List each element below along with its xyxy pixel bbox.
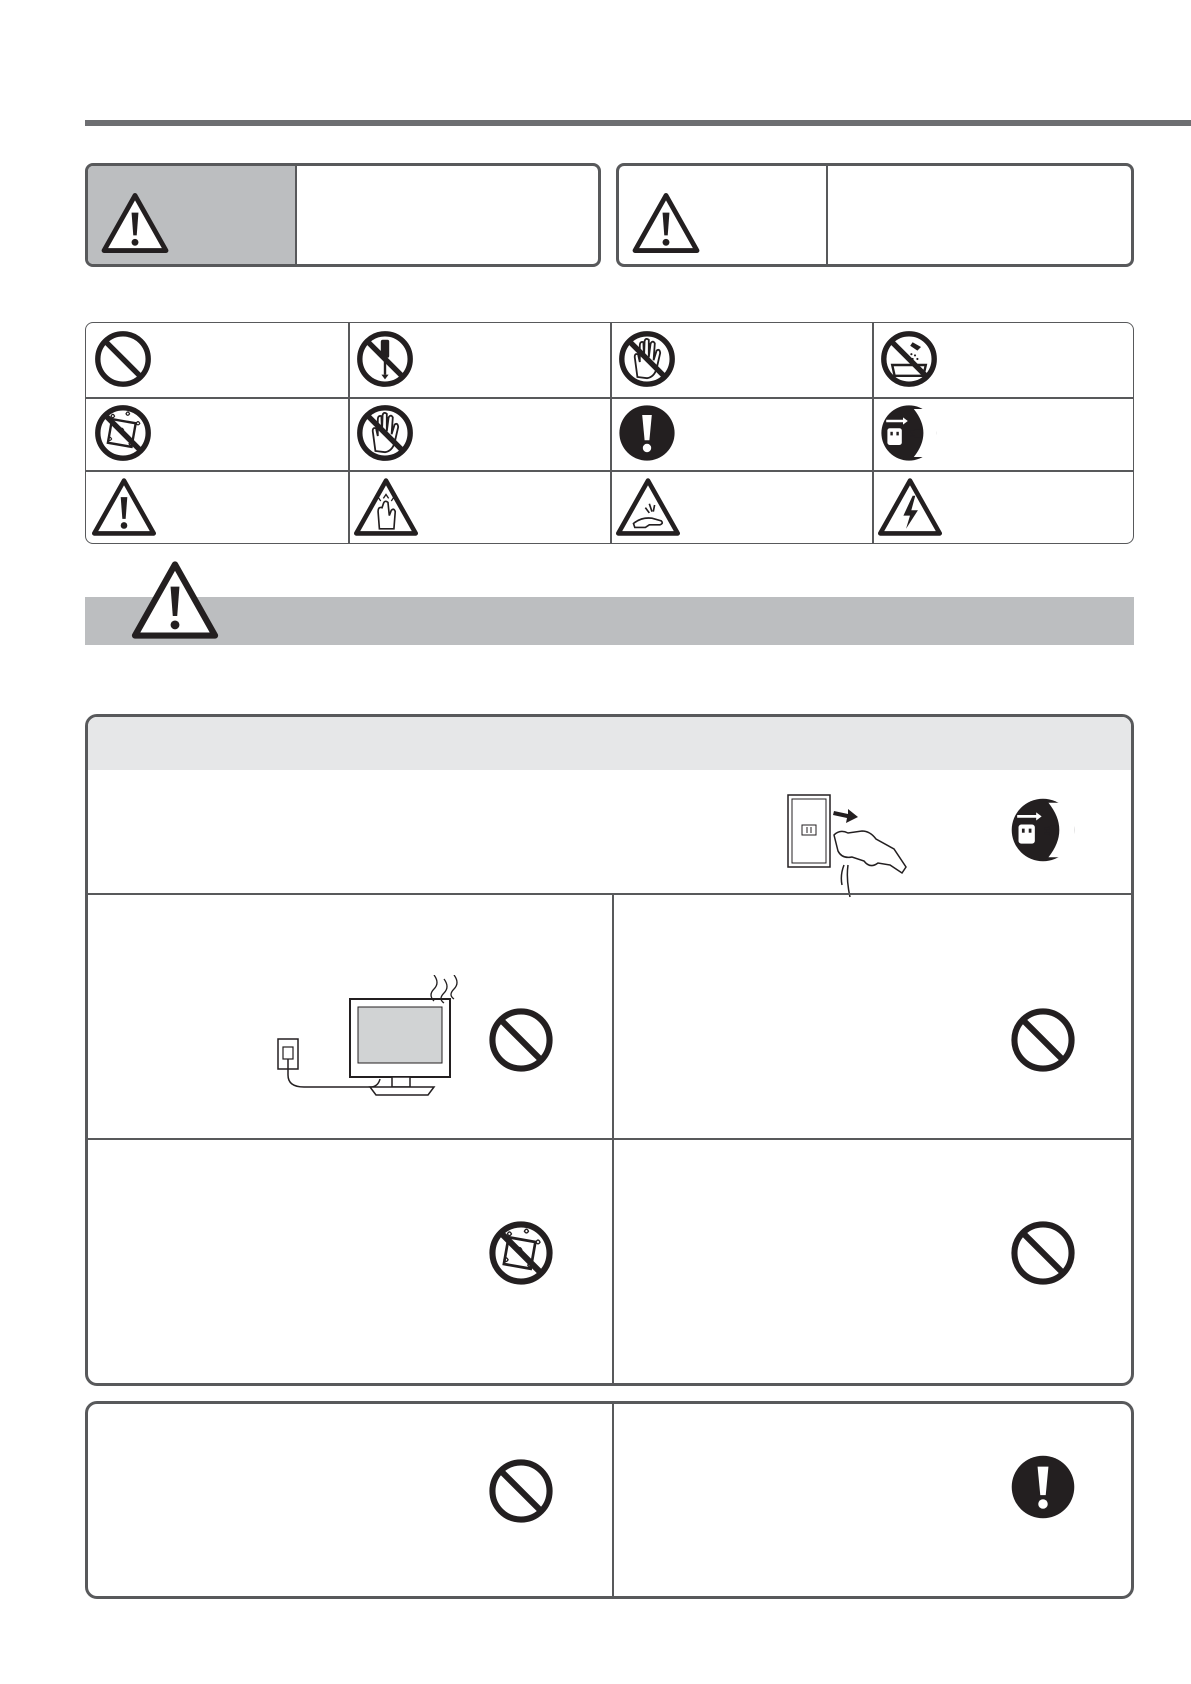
grid-divider (348, 323, 350, 543)
prohibited-icon (487, 1457, 555, 1525)
panel-header (88, 717, 1131, 770)
no-touch-icon (617, 329, 677, 389)
legend-divider (826, 166, 828, 264)
no-water-icon (93, 403, 153, 463)
warning-icon (100, 192, 170, 254)
no-water-icon (487, 1219, 555, 1287)
prohibited-icon (1009, 1219, 1077, 1287)
finger-pinch-caution-icon (353, 477, 419, 537)
warning-icon (631, 192, 701, 254)
column-divider (612, 1404, 614, 1599)
no-bathroom-icon (879, 329, 939, 389)
no-wet-hands-icon (355, 403, 415, 463)
smoking-monitor-illustration (274, 975, 474, 1103)
legend-warning-box (85, 163, 601, 267)
warning-panel (85, 714, 1134, 1386)
column-divider (612, 893, 614, 1386)
prohibited-icon (1009, 1006, 1077, 1074)
legend-caution-box (616, 163, 1134, 267)
warning-icon (130, 560, 220, 640)
mandatory-icon (1009, 1453, 1077, 1521)
no-disassembly-icon (355, 329, 415, 389)
legend-caution-symbol-cell (619, 166, 826, 264)
hand-caution-icon (615, 477, 681, 537)
grid-divider (610, 323, 612, 543)
section-divider (88, 893, 1131, 895)
section-divider (88, 1138, 1131, 1140)
mandatory-icon (617, 403, 677, 463)
header-rule (85, 120, 1191, 126)
caution-icon (91, 477, 157, 537)
grid-divider (86, 397, 1133, 399)
bottom-panel (85, 1401, 1134, 1599)
symbol-legend-grid (85, 322, 1134, 544)
grid-divider (872, 323, 874, 543)
electric-shock-icon (877, 477, 943, 537)
warning-banner (85, 597, 1134, 645)
unplug-icon (1009, 796, 1077, 864)
legend-divider (295, 166, 297, 264)
unplug-illustration (778, 787, 913, 899)
unplug-icon (879, 403, 939, 463)
prohibited-icon (93, 329, 153, 389)
prohibited-icon (487, 1006, 555, 1074)
grid-divider (86, 470, 1133, 472)
legend-warning-symbol-cell (88, 166, 295, 264)
